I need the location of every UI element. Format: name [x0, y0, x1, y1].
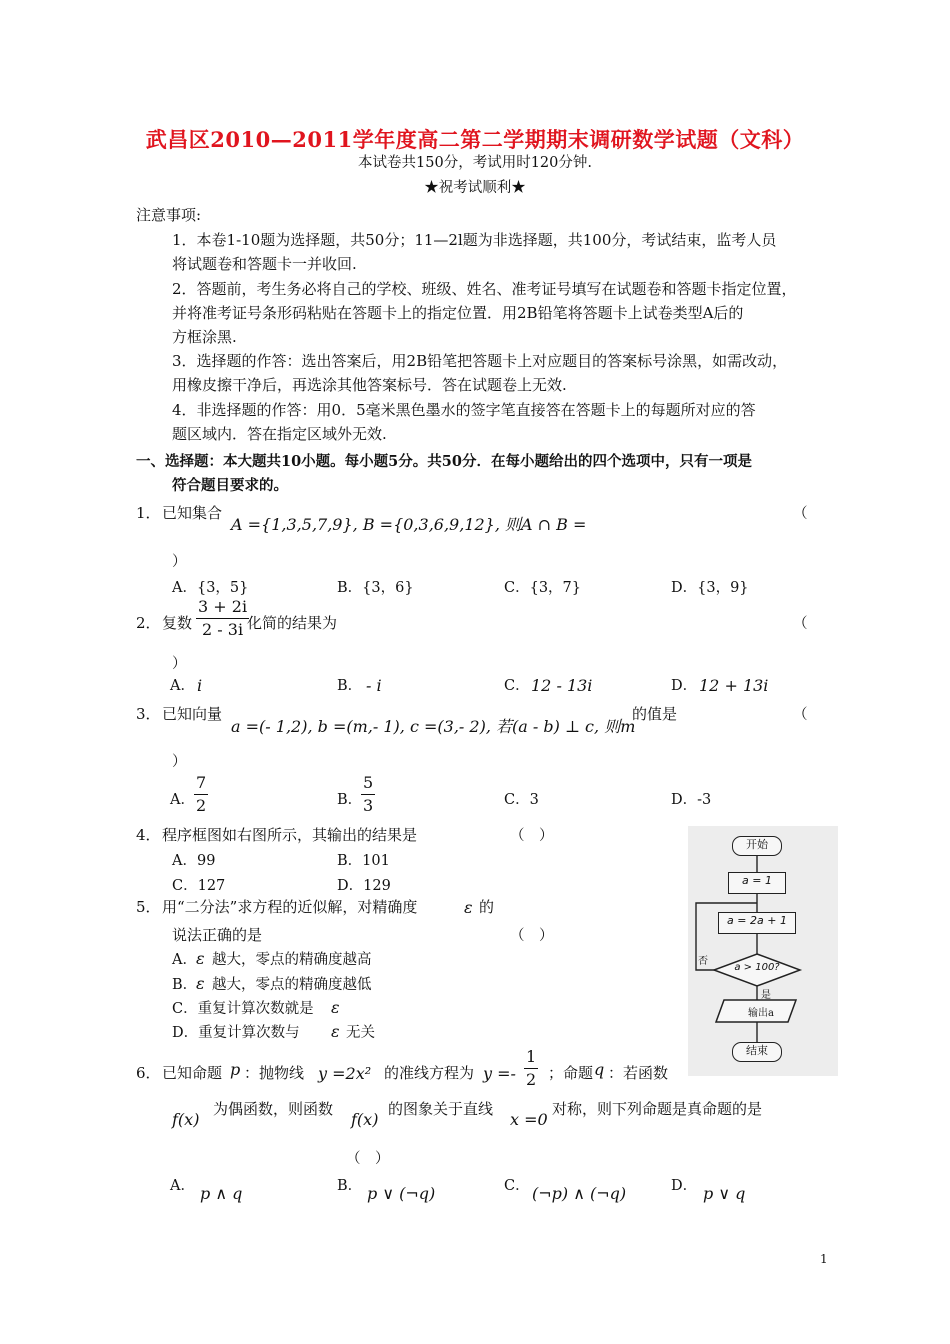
flow-step: a = 2a + 1	[718, 912, 796, 934]
q6-q: q	[594, 1060, 605, 1079]
q5-number: 5．	[136, 898, 161, 916]
q5-option-a: 越大，零点的精确度越高	[212, 952, 372, 968]
q6-fx-2: f(x)	[351, 1110, 379, 1129]
q5-option-a-label: A．	[172, 952, 197, 968]
q5-option-c-eps: ε	[331, 998, 340, 1017]
flow-init: a = 1	[728, 872, 786, 894]
q6-answer-paren: （ ）	[346, 1151, 390, 1167]
q3-text-tail: 的值是	[632, 705, 678, 723]
q2-option-c-label: C．	[504, 678, 530, 694]
q2-option-a: i	[197, 676, 203, 695]
q2-text: 复数	[162, 614, 193, 632]
q4-option-b: B．101	[337, 853, 390, 869]
q4-number: 4．	[136, 826, 161, 844]
q1-formula: A ={1,3,5,7,9}, B ={0,3,6,9,12}, 则A ∩ B =	[231, 515, 587, 534]
q5-option-c: C．重复计算次数就是	[172, 1001, 314, 1017]
q2-number: 2．	[136, 614, 161, 632]
q1-text: 已知集合	[162, 504, 223, 522]
q6-fx: f(x)	[172, 1110, 200, 1129]
q2-option-d: 12 + 13i	[699, 676, 769, 695]
q3-option-c: C．3	[504, 792, 539, 808]
q6-line: x =0	[510, 1110, 548, 1129]
q1-option-a: A．{3，5}	[172, 580, 249, 596]
section-heading: 一、选择题：本大题共10小题。每小题5分。共50分．在每小题给出的四个选项中，只有一项是	[136, 453, 752, 470]
q2-answer-paren-open: （	[793, 616, 808, 632]
q3-answer-paren-open: （	[793, 707, 808, 723]
q2-fraction: $\frac{3 + 2i}{2 - 3i}$	[198, 597, 248, 639]
flowchart-lines	[688, 826, 838, 1076]
q3-formula: a =(- 1,2), b =(m,- 1), c =(3,- 2), 若(a - b) ⊥ c, 则m	[231, 717, 636, 736]
q6-fraction: $\frac{1}{2}$	[526, 1047, 537, 1089]
flow-yes-label: 是	[761, 990, 771, 1001]
q6-text-5: ：若函数	[608, 1064, 669, 1082]
q3-option-a: $\frac{7}{2}$	[196, 773, 207, 815]
q6-p: p	[230, 1060, 241, 1079]
q4-text: 程序框图如右图所示，其输出的结果是	[162, 826, 418, 844]
q3-option-d: D．-3	[671, 792, 712, 808]
q3-option-a-label: A．	[170, 792, 195, 808]
q4-answer-paren: （ ）	[510, 828, 554, 844]
q6-option-c-label: C．	[504, 1178, 530, 1194]
q6-text-2: ：抛物线	[244, 1064, 305, 1082]
q1-number: 1．	[136, 504, 161, 522]
q1-answer-paren-close: ）	[172, 554, 187, 570]
q6-option-c: (¬p) ∧ (¬q)	[532, 1184, 627, 1203]
q3-option-b: $\frac{5}{3}$	[363, 773, 374, 815]
note-line: 题区域内．答在指定区域外无效.	[172, 425, 387, 443]
flowchart-figure	[688, 826, 838, 1076]
q5-option-b: 越大，零点的精确度越低	[212, 977, 372, 993]
q3-text: 已知向量	[162, 705, 223, 723]
q1-answer-paren-open: （	[793, 506, 808, 522]
note-line: 将试题卷和答题卡一并收回.	[172, 255, 357, 273]
q6-option-b-label: B．	[337, 1178, 363, 1194]
q6-text-4: ；命题	[548, 1064, 594, 1082]
q5-epsilon: ε	[464, 898, 473, 917]
q3-option-b-label: B．	[337, 792, 363, 808]
note-line: 方框涂黑.	[172, 328, 237, 346]
q4-option-d: D．129	[337, 878, 391, 894]
q6-option-d: p ∨ q	[703, 1184, 746, 1203]
q5-option-d-eps: ε	[331, 1022, 340, 1041]
q6-option-a-label: A．	[170, 1178, 195, 1194]
flow-condition: a > 100?	[734, 962, 780, 973]
note-line: 4．非选择题的作答：用0．5毫米黑色墨水的签字笔直接答在答题卡上的每题所对应的答	[172, 401, 756, 419]
q6-text-7: 的图象关于直线	[388, 1100, 494, 1118]
q2-option-d-label: D．	[671, 678, 698, 694]
page-title: 武昌区2010—2011学年度高二第二学期期末调研数学试题（文科）	[145, 127, 805, 152]
q6-option-d-label: D．	[671, 1178, 698, 1194]
q6-number: 6．	[136, 1064, 161, 1082]
page-number: 1	[820, 1252, 828, 1266]
q1-option-b: B．{3，6}	[337, 580, 414, 596]
q6-option-a: p ∧ q	[200, 1184, 243, 1203]
note-line: 3．选择题的作答：选出答案后，用2B铅笔把答题卡上对应题目的答案标号涂黑，如需改动，	[172, 352, 788, 370]
q4-option-c: C．127	[172, 878, 226, 894]
flow-end: 结束	[732, 1042, 782, 1062]
note-line: 1．本卷1-10题为选择题，共50分；11—2l题为非选择题，共100分，考试结束，监考人员	[172, 231, 777, 249]
q2-text-tail: 化简的结果为	[247, 614, 338, 632]
q2-option-a-label: A．	[170, 678, 195, 694]
q4-option-a: A．99	[172, 853, 216, 869]
exam-info: 本试卷共150分，考试用时120分钟.	[358, 155, 592, 171]
q3-answer-paren-close: ）	[172, 754, 187, 770]
q6-directrix: y =-	[483, 1064, 516, 1083]
q6-text-6: 为偶函数，则函数	[213, 1100, 334, 1118]
q6-text-8: 对称，则下列命题是真命题的是	[552, 1100, 763, 1118]
q5-text-cont: 说法正确的是	[172, 926, 263, 944]
q6-parabola: y =2x²	[318, 1064, 372, 1083]
note-line: 用橡皮擦干净后，再选涂其他答案标号．答在试题卷上无效.	[172, 376, 567, 394]
q5-text-de: 的	[479, 898, 495, 916]
flow-no-label: 否	[698, 956, 708, 967]
q5-answer-paren: （ ）	[510, 928, 554, 944]
q2-option-b: - i	[366, 676, 382, 695]
note-line: 并将准考证号条形码粘贴在答题卡上的指定位置．用2B铅笔将答题卡上试卷类型A后的	[172, 304, 744, 322]
flow-start: 开始	[732, 836, 782, 856]
good-luck: ★祝考试顺利★	[424, 180, 526, 196]
q6-text-3: 的准线方程为	[384, 1064, 475, 1082]
q2-option-c: 12 - 13i	[531, 676, 593, 695]
q2-answer-paren-close: ）	[172, 656, 187, 672]
flow-output: 输出a	[748, 1008, 774, 1019]
notes-heading: 注意事项:	[136, 206, 202, 224]
q5-text: 用“二分法”求方程的近似解，对精确度	[162, 898, 418, 916]
section-heading-cont: 符合题目要求的。	[172, 477, 288, 494]
q5-option-a-eps: ε	[196, 949, 205, 968]
q2-option-b-label: B．	[337, 678, 363, 694]
q5-option-b-label: B．	[172, 977, 198, 993]
q1-option-d: D．{3，9}	[671, 580, 749, 596]
q6-option-b: p ∨ (¬q)	[367, 1184, 436, 1203]
q5-option-d: 无关	[346, 1025, 375, 1041]
q3-number: 3．	[136, 705, 161, 723]
q5-option-b-eps: ε	[196, 974, 205, 993]
q1-option-c: C．{3，7}	[504, 580, 581, 596]
q6-text-1: 已知命题	[162, 1064, 223, 1082]
note-line: 2．答题前，考生务必将自己的学校、班级、姓名、准考证号填写在试题卷和答题卡指定位置，	[172, 280, 797, 298]
q5-option-d-label: D．重复计算次数与	[172, 1025, 300, 1041]
